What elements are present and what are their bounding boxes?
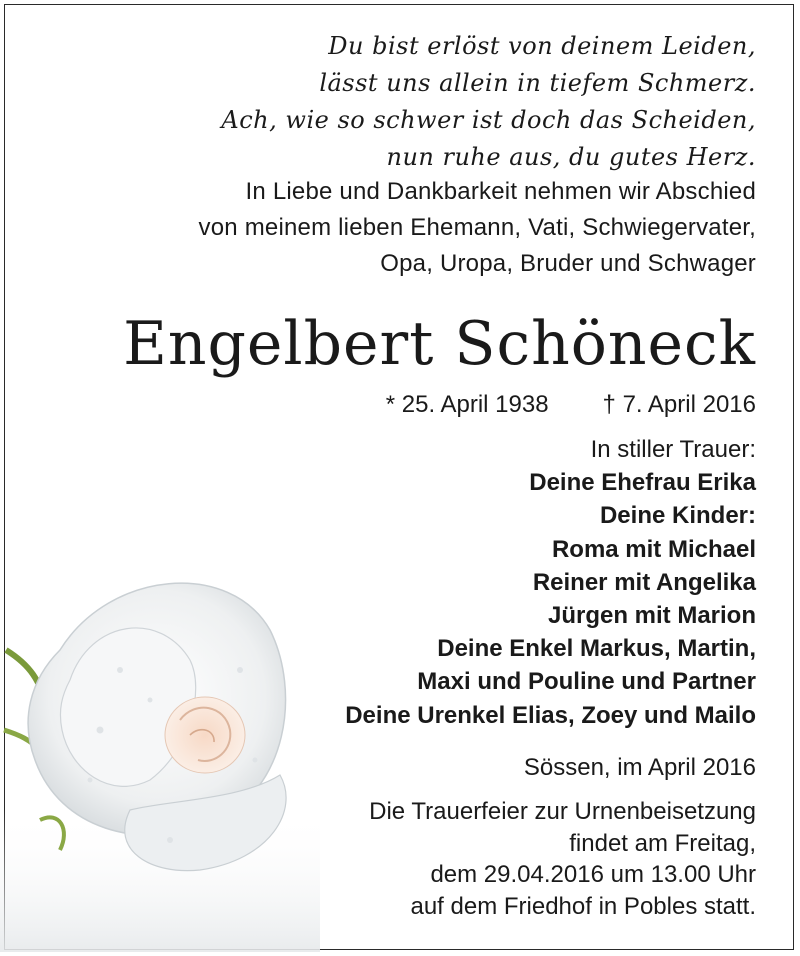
mourner-line: Deine Ehefrau Erika [529, 469, 756, 497]
funeral-line: Die Trauerfeier zur Urnenbeisetzung [369, 798, 756, 825]
funeral-line: dem 29.04.2016 um 13.00 Uhr [430, 861, 756, 888]
mourner-line: Maxi und Pouline und Partner [417, 668, 756, 696]
intro-line: In Liebe und Dankbarkeit nehmen wir Abschied [245, 178, 756, 205]
funeral-line: auf dem Friedhof in Pobles statt. [410, 892, 756, 920]
place-and-date: Sössen, im April 2016 [523, 754, 756, 781]
poem-verse [116, 28, 756, 176]
poem-line: nun ruhe aus, du gutes Herz. [386, 143, 756, 171]
mourner-line: Deine Kinder: [599, 502, 756, 530]
mourner-line: Roma mit Michael [551, 535, 756, 563]
poem-line: Du bist erlöst von deinem Leiden, [328, 32, 756, 60]
deceased-name: Engelbert Schöneck [123, 309, 756, 379]
birth-date: * 25. April 1938 [385, 391, 549, 418]
death-date: † 7. April 2016 [602, 391, 756, 418]
mourner-line: Reiner mit Angelika [532, 568, 756, 596]
mourners-list [216, 433, 756, 732]
mourners-heading: In stiller Trauer: [590, 436, 756, 463]
intro-line: von meinem lieben Ehemann, Vati, Schwiegervater, [198, 214, 756, 241]
life-dates [56, 389, 756, 421]
funeral-info [256, 796, 756, 922]
poem-line: lässt uns allein in tiefem Schmerz. [319, 69, 756, 97]
poem-line: Ach, wie so schwer ist doch das Scheiden, [221, 106, 756, 134]
mourner-line: Jürgen mit Marion [547, 602, 756, 630]
mourner-line: Deine Enkel Markus, Martin, [437, 635, 756, 663]
mourner-line: Deine Urenkel Elias, Zoey und Mailo [345, 701, 756, 729]
funeral-line: findet am Freitag, [569, 829, 756, 857]
intro-line: Opa, Uropa, Bruder und Schwager [380, 250, 756, 277]
farewell-intro [56, 174, 756, 282]
